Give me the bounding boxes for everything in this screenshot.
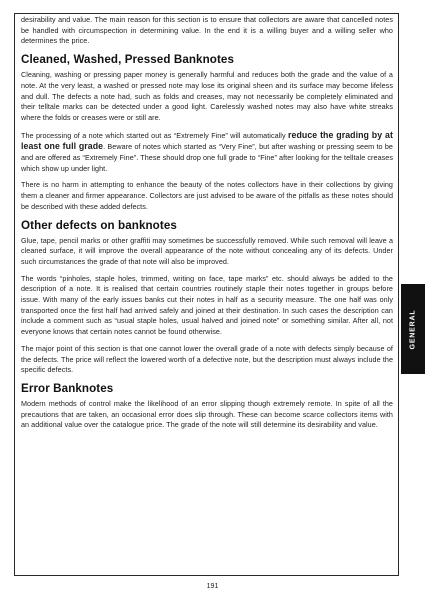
defects-paragraph-1: Glue, tape, pencil marks or other graffiti may sometimes be successfully removed. While such removal will leave a cleaned surface, it will improve the overall appearance of the note without concealing any of its defects. Under such circumstances the grade of that note will also be improved.	[21, 235, 393, 266]
cleaned-p2-text-a: The processing of a note which started out as “Extremely Fine” will automatically	[21, 130, 289, 140]
error-paragraph-1: Modern methods of control make the likelihood of an error slipping though extremely remote. In spite of all the precautions that are taken, an occasional error does slip through. These can become scarce collectors items with an additional value over the catalogue price. The grade of the note will still determine its desirability and value.	[21, 398, 393, 430]
defects-paragraph-2: The words “pinholes, staple holes, trimmed, writing on face, tape marks” etc. should always be added to the description of a note. It is realised that certain countries routinely staple their notes together in groups before issue. With many of the early issues banks cut their notes in half as a security measure. The one half was only transported once the first half had arrived safely and joined at their destination. In such cases the description can include a comment such as “usual staple holes, usual halved and joined note” or something similar. After all, not everyone knows that certain notes cannot be found otherwise.	[21, 273, 393, 337]
cleaned-paragraph-1: Cleaning, washing or pressing paper money is generally harmful and reduces both the grade and the value of a note. At the very least, a washed or pressed note may lose its original sheen and its surface may become lifeless and dull. The defects a note had, such as folds and creases, may not necessarily be completely eliminated and their telltale marks can be detected under a good light. Carelessly washed notes may also have white streaks where the folds or creases were or still are.	[21, 70, 393, 122]
cleaned-paragraph-3: There is no harm in attempting to enhance the beauty of the notes collectors have in their collections by giving them a cleaner and firmer appearance. Collectors are just advised to be aware of the pitfalls as these notes should be described with these added defects.	[21, 180, 393, 211]
section-heading-other-defects: Other defects on banknotes	[21, 218, 177, 232]
defects-paragraph-3: The major point of this section is that one cannot lower the overall grade of a note with defects simply because of the defects. The price will reflect the lowered worth of a defective note, but the description must always include the specific defects.	[21, 343, 393, 375]
cleaned-paragraph-2	[21, 130, 393, 175]
page-number: 191	[206, 583, 219, 590]
section-heading-cleaned: Cleaned, Washed, Pressed Banknotes	[21, 53, 235, 67]
intro-paragraph: desirability and value. The main reason for this section is to ensure that collectors are aware that cancelled notes be handled with circumspection in determining value. In the end it is a willing buyer and a willing seller who determines the price.	[21, 15, 393, 46]
side-tab-label: GENERAL	[409, 309, 417, 349]
page-content	[21, 15, 393, 437]
cleaned-p2-text-b: . Beware of notes which started as “Very Fine”, but after washing or pressing seem to be and are offered as “Extremely Fine”. These should drop one full grade to “Fine” after looking for the telltale creases which show up under light.	[21, 142, 393, 173]
cleaned-p2-emphasis: reduce the grading by at least one full grade	[21, 129, 393, 152]
section-side-tab	[401, 284, 425, 374]
section-heading-error-banknotes: Error Banknotes	[21, 381, 114, 395]
